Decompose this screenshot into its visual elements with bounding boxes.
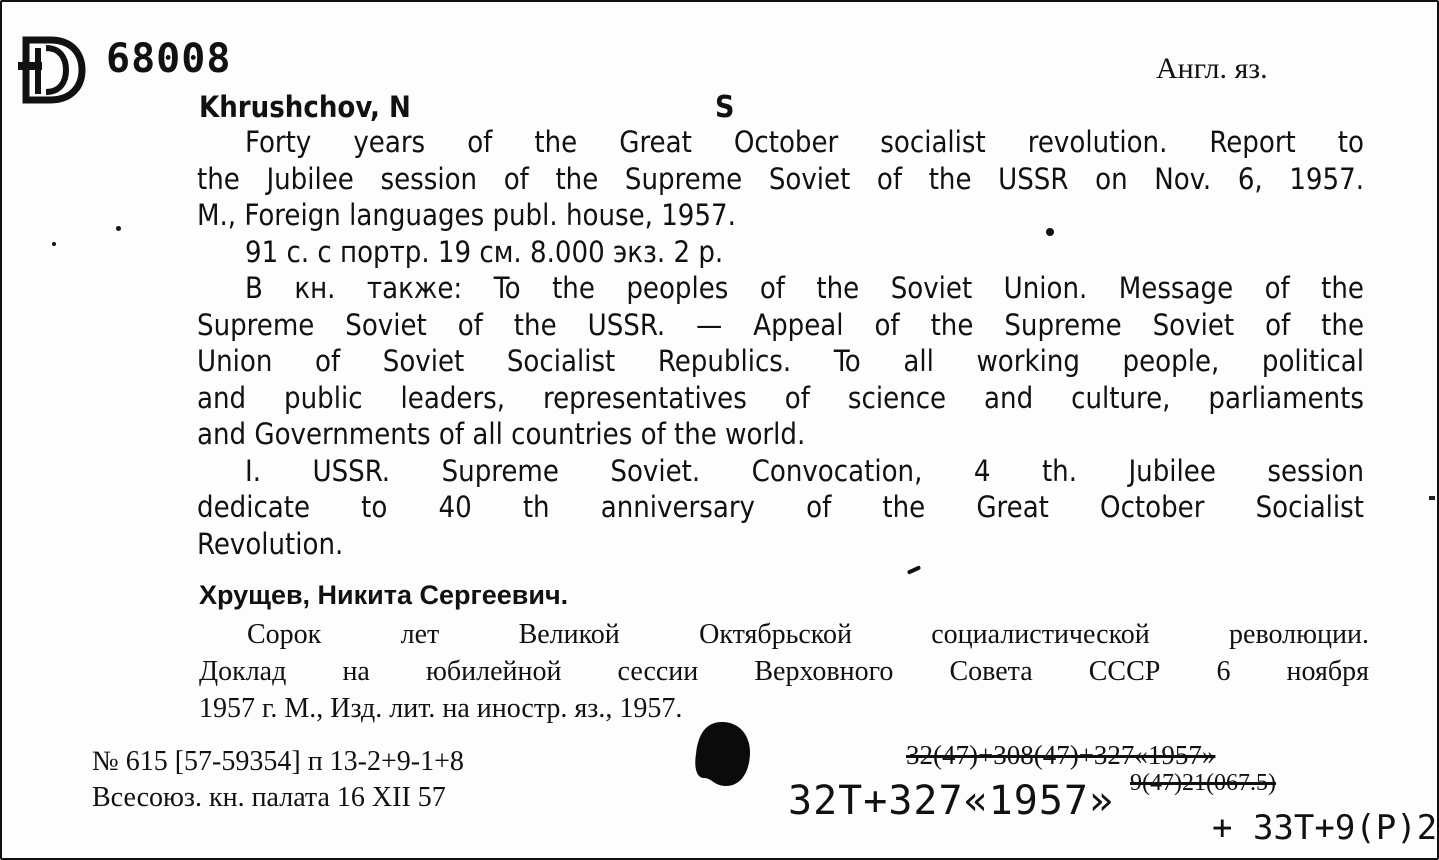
description-line: 1957 г. М., Изд. лит. на иностр. яз., 1957. (199, 693, 683, 724)
library-stamp-logo-icon (16, 34, 86, 106)
description-line: the Jubilee session of the Supreme Soviet of the USSR on Nov. 6, 1957. (197, 161, 1364, 196)
author-latin: Khrushchov, N (199, 90, 411, 124)
contents-note-line: and Governments of all countries of the world. (197, 417, 806, 451)
author-cyrillic: Хрущев, Никита Сергеевич. (199, 580, 569, 610)
handwritten-accession-number: 68008 (106, 36, 232, 82)
contents-note-line: В кн. также: To the peoples of the Soviet Union. Message of the (245, 271, 1364, 305)
language-label: Англ. яз. (1156, 52, 1268, 85)
edge-mark (1429, 496, 1435, 500)
contents-note-line: and public leaders, representatives of science and culture, parliaments (197, 380, 1364, 415)
subject-line: I. USSR. Supreme Soviet. Convocation, 4 th. Jubilee session (245, 453, 1364, 488)
subject-line: dedicate to 40 th anniversary of the Great October Socialist (197, 490, 1364, 524)
description-line: Forty years of the Great October socialist revolution. Report to (245, 125, 1364, 159)
shelf-letter: S (715, 90, 735, 125)
struck-classification-2: 9(47)21(067.5) (1130, 770, 1276, 796)
struck-classification-1: 32(47)+308(47)+327«1957» (906, 740, 1216, 770)
description-line: Сорок лет Великой Октябрьской социалистической революции. (247, 619, 1369, 650)
record-number: № 615 [57-59354] п 13-2+9-1+8 (92, 746, 464, 777)
collation-line: 91 с. с портр. 19 см. 8.000 экз. 2 р. (245, 234, 724, 269)
contents-note-line: Union of Soviet Socialist Republics. To all working people, political (197, 344, 1364, 378)
book-chamber-stamp: Всесоюз. кн. палата 16 XII 57 (92, 782, 446, 813)
description-line: M., Foreign languages publ. house, 1957. (197, 198, 736, 232)
handwritten-classification: 32Т+327«1957» (788, 778, 1115, 824)
speck-mark (907, 565, 921, 575)
speck-mark (52, 242, 56, 246)
description-line: Доклад на юбилейной сессии Верховного Совета СССР 6 ноября (199, 656, 1369, 687)
speck-mark (116, 226, 121, 231)
russian-description (199, 616, 1369, 727)
english-description (197, 124, 1364, 562)
ink-blot-icon (692, 720, 752, 788)
speck-mark (1046, 228, 1054, 236)
subject-line: Revolution. (197, 526, 344, 561)
contents-note-line: Supreme Soviet of the USSR. — Appeal of the Supreme Soviet of the (197, 307, 1364, 342)
handwritten-classification-2: + 33Т+9(Р)2 (1212, 808, 1438, 848)
